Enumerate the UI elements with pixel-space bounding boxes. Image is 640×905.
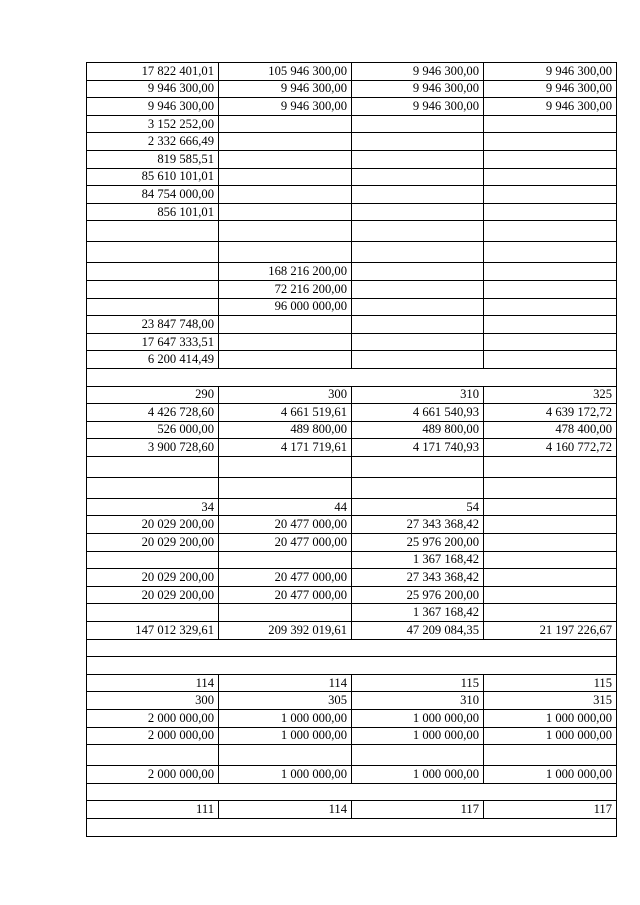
table-cell <box>352 316 484 334</box>
table-cell: 2 000 000,00 <box>87 727 219 745</box>
table-cell <box>219 551 352 569</box>
table-row <box>87 766 617 784</box>
table-cell: 9 946 300,00 <box>484 63 617 81</box>
table-cell: 526 000,00 <box>87 421 219 439</box>
table-cell: 54 <box>352 498 484 516</box>
table-cell: 17 647 333,51 <box>87 333 219 351</box>
table-cell <box>219 203 352 221</box>
table-cell: 1 000 000,00 <box>484 766 617 784</box>
table-row <box>87 551 617 569</box>
table-cell <box>87 298 219 316</box>
table-cell: 4 171 719,61 <box>219 439 352 457</box>
table-cell: 84 754 000,00 <box>87 186 219 204</box>
table-cell <box>484 498 617 516</box>
table-row <box>87 692 617 710</box>
table-cell: 290 <box>87 386 219 404</box>
table-cell: 9 946 300,00 <box>484 80 617 98</box>
table-cell <box>87 242 219 263</box>
table-cell <box>352 298 484 316</box>
table-cell <box>219 115 352 133</box>
table-cell: 9 946 300,00 <box>484 98 617 116</box>
table-cell: 300 <box>87 692 219 710</box>
table-cell <box>87 604 219 622</box>
table-row <box>87 203 617 221</box>
table-cell: 315 <box>484 692 617 710</box>
table-cell <box>219 168 352 186</box>
table-cell: 85 610 101,01 <box>87 168 219 186</box>
table-cell: 20 029 200,00 <box>87 516 219 534</box>
table-row <box>87 63 617 81</box>
table-cell <box>484 351 617 369</box>
table-cell: 20 029 200,00 <box>87 569 219 587</box>
table-cell: 20 477 000,00 <box>219 569 352 587</box>
table-cell: 4 661 519,61 <box>219 404 352 422</box>
table-cell: 4 171 740,93 <box>352 439 484 457</box>
table-cell <box>484 168 617 186</box>
table-cell: 9 946 300,00 <box>87 98 219 116</box>
table-row <box>87 333 617 351</box>
section-separator-row <box>87 368 617 386</box>
table-cell <box>219 333 352 351</box>
table-cell: 3 900 728,60 <box>87 439 219 457</box>
table-row <box>87 404 617 422</box>
table-cell <box>87 477 219 498</box>
section-separator-row <box>87 639 617 657</box>
table-cell: 117 <box>352 801 484 819</box>
table-cell: 117 <box>484 801 617 819</box>
table-cell <box>352 186 484 204</box>
table-cell <box>484 221 617 242</box>
table-cell: 2 332 666,49 <box>87 133 219 151</box>
table-cell <box>352 221 484 242</box>
table-row <box>87 168 617 186</box>
table-cell: 9 946 300,00 <box>352 63 484 81</box>
table-cell: 1 000 000,00 <box>219 727 352 745</box>
table-cell: 1 000 000,00 <box>219 766 352 784</box>
table-cell: 25 976 200,00 <box>352 586 484 604</box>
table-row <box>87 80 617 98</box>
table-cell <box>87 221 219 242</box>
table-row <box>87 421 617 439</box>
table-cell: 20 477 000,00 <box>219 534 352 552</box>
table-cell <box>219 745 352 766</box>
table-cell <box>87 745 219 766</box>
table-row <box>87 316 617 334</box>
table-row <box>87 186 617 204</box>
table-cell: 23 847 748,00 <box>87 316 219 334</box>
table-row <box>87 242 617 263</box>
table-cell <box>484 516 617 534</box>
section-separator-row <box>87 818 617 836</box>
table-cell: 27 343 368,42 <box>352 516 484 534</box>
table-cell <box>87 280 219 298</box>
table-cell <box>484 456 617 477</box>
table-cell <box>352 351 484 369</box>
table-cell <box>352 168 484 186</box>
table-cell: 17 822 401,01 <box>87 63 219 81</box>
merged-empty-cell <box>87 818 617 836</box>
table-cell <box>484 133 617 151</box>
table-cell: 114 <box>219 674 352 692</box>
table-cell <box>484 150 617 168</box>
table-cell <box>484 477 617 498</box>
table-cell: 1 000 000,00 <box>352 727 484 745</box>
table-cell <box>484 263 617 281</box>
table-cell: 2 000 000,00 <box>87 710 219 728</box>
table-row <box>87 569 617 587</box>
table-cell: 4 426 728,60 <box>87 404 219 422</box>
table-row <box>87 586 617 604</box>
table-row <box>87 439 617 457</box>
table-cell <box>484 569 617 587</box>
table-cell <box>219 316 352 334</box>
table-cell: 105 946 300,00 <box>219 63 352 81</box>
table-cell: 1 000 000,00 <box>484 710 617 728</box>
table-cell <box>352 115 484 133</box>
table-cell: 489 800,00 <box>352 421 484 439</box>
table-cell <box>87 263 219 281</box>
table-cell <box>352 745 484 766</box>
table-cell <box>484 333 617 351</box>
table-row <box>87 498 617 516</box>
table-row <box>87 604 617 622</box>
table-row <box>87 150 617 168</box>
section-separator-row <box>87 657 617 675</box>
table-cell: 115 <box>484 674 617 692</box>
table-cell <box>484 280 617 298</box>
table-cell: 72 216 200,00 <box>219 280 352 298</box>
table-row <box>87 263 617 281</box>
table-cell <box>484 316 617 334</box>
table-row <box>87 516 617 534</box>
table-cell <box>352 456 484 477</box>
table-cell <box>484 242 617 263</box>
table-cell <box>352 242 484 263</box>
table-row <box>87 622 617 640</box>
merged-empty-cell <box>87 639 617 657</box>
table-row <box>87 280 617 298</box>
table-cell: 147 012 329,61 <box>87 622 219 640</box>
table-cell: 856 101,01 <box>87 203 219 221</box>
table-cell: 34 <box>87 498 219 516</box>
table-cell <box>484 551 617 569</box>
table-cell <box>219 351 352 369</box>
table-cell: 4 160 772,72 <box>484 439 617 457</box>
table-cell <box>219 477 352 498</box>
table-cell <box>484 115 617 133</box>
table-cell <box>484 203 617 221</box>
data-table-body <box>87 63 617 837</box>
table-cell: 3 152 252,00 <box>87 115 219 133</box>
table-cell: 489 800,00 <box>219 421 352 439</box>
table-cell: 9 946 300,00 <box>352 80 484 98</box>
table-cell <box>352 263 484 281</box>
table-cell: 4 661 540,93 <box>352 404 484 422</box>
table-cell: 21 197 226,67 <box>484 622 617 640</box>
table-row <box>87 221 617 242</box>
table-cell: 20 477 000,00 <box>219 516 352 534</box>
table-cell <box>219 133 352 151</box>
table-row <box>87 386 617 404</box>
table-cell: 819 585,51 <box>87 150 219 168</box>
table-cell <box>352 133 484 151</box>
table-cell: 111 <box>87 801 219 819</box>
table-row <box>87 534 617 552</box>
table-cell: 168 216 200,00 <box>219 263 352 281</box>
merged-empty-cell <box>87 657 617 675</box>
table-row <box>87 674 617 692</box>
table-row <box>87 456 617 477</box>
table-cell: 1 000 000,00 <box>352 766 484 784</box>
table-row <box>87 477 617 498</box>
table-cell <box>219 221 352 242</box>
table-row <box>87 298 617 316</box>
table-cell: 9 946 300,00 <box>219 80 352 98</box>
table-cell: 47 209 084,35 <box>352 622 484 640</box>
table-cell <box>219 150 352 168</box>
table-cell: 9 946 300,00 <box>219 98 352 116</box>
table-cell <box>219 456 352 477</box>
table-cell: 9 946 300,00 <box>87 80 219 98</box>
table-cell: 27 343 368,42 <box>352 569 484 587</box>
table-cell: 2 000 000,00 <box>87 766 219 784</box>
table-cell: 44 <box>219 498 352 516</box>
table-row <box>87 98 617 116</box>
table-cell <box>352 203 484 221</box>
table-cell <box>484 534 617 552</box>
table-cell: 1 367 168,42 <box>352 604 484 622</box>
table-cell <box>352 280 484 298</box>
table-cell: 300 <box>219 386 352 404</box>
table-cell <box>87 456 219 477</box>
table-cell <box>87 551 219 569</box>
table-cell: 9 946 300,00 <box>352 98 484 116</box>
table-row <box>87 351 617 369</box>
table-cell: 20 477 000,00 <box>219 586 352 604</box>
table-cell: 310 <box>352 386 484 404</box>
table-cell: 305 <box>219 692 352 710</box>
table-cell: 4 639 172,72 <box>484 404 617 422</box>
section-separator-row <box>87 783 617 801</box>
table-cell <box>484 745 617 766</box>
table-cell <box>352 150 484 168</box>
table-cell <box>484 604 617 622</box>
table-cell <box>484 298 617 316</box>
table-row <box>87 745 617 766</box>
table-cell: 20 029 200,00 <box>87 534 219 552</box>
table-cell: 325 <box>484 386 617 404</box>
table-cell: 1 000 000,00 <box>352 710 484 728</box>
table-cell <box>484 586 617 604</box>
table-cell: 209 392 019,61 <box>219 622 352 640</box>
table-cell: 115 <box>352 674 484 692</box>
table-cell: 1 367 168,42 <box>352 551 484 569</box>
merged-empty-cell <box>87 368 617 386</box>
table-cell: 1 000 000,00 <box>219 710 352 728</box>
table-cell: 25 976 200,00 <box>352 534 484 552</box>
table-cell <box>219 604 352 622</box>
merged-empty-cell <box>87 783 617 801</box>
table-cell <box>219 242 352 263</box>
table-cell <box>484 186 617 204</box>
table-row <box>87 710 617 728</box>
table-cell: 478 400,00 <box>484 421 617 439</box>
table-row <box>87 133 617 151</box>
data-table <box>86 62 617 837</box>
table-cell: 6 200 414,49 <box>87 351 219 369</box>
table-cell: 114 <box>219 801 352 819</box>
table-cell: 20 029 200,00 <box>87 586 219 604</box>
table-cell: 114 <box>87 674 219 692</box>
table-row <box>87 727 617 745</box>
table-cell <box>352 477 484 498</box>
table-row <box>87 115 617 133</box>
table-cell: 1 000 000,00 <box>484 727 617 745</box>
table-cell <box>219 186 352 204</box>
table-cell: 96 000 000,00 <box>219 298 352 316</box>
table-cell <box>352 333 484 351</box>
table-row <box>87 801 617 819</box>
table-cell: 310 <box>352 692 484 710</box>
